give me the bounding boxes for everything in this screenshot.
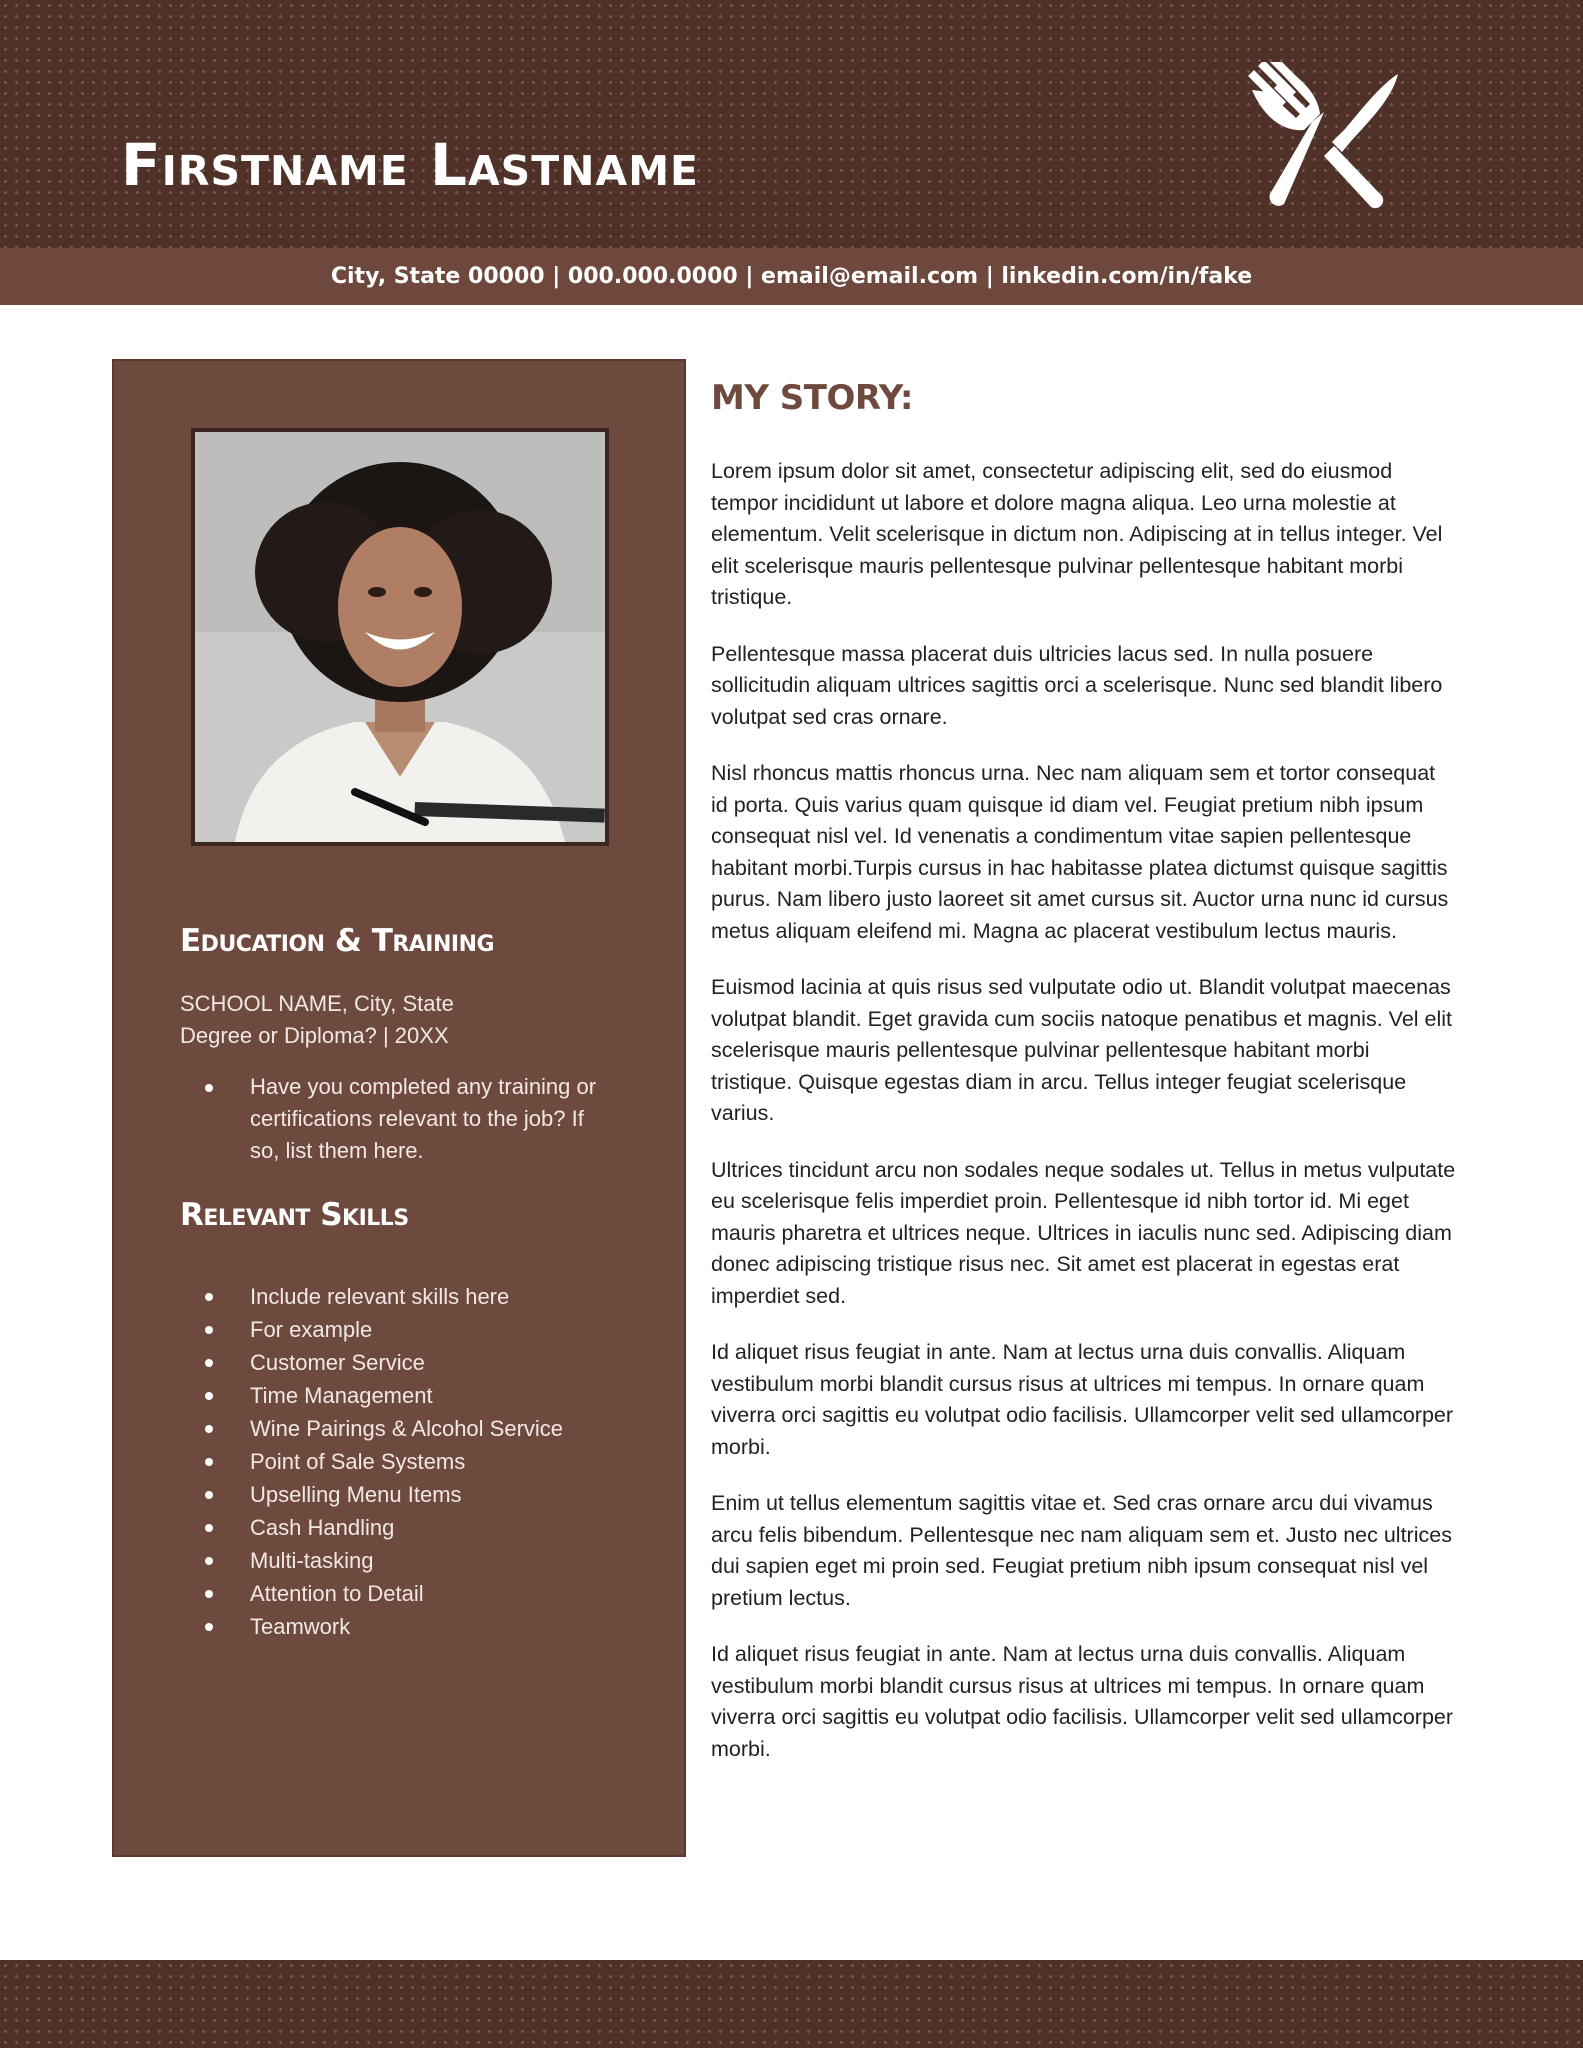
profile-photo <box>191 428 609 846</box>
story-paragraph: Id aliquet risus feugiat in ante. Nam at lectus urna duis convallis. Aliquam vestibulum morbi blandit cursus risus at ultrices mi tempus. In ornare quam viverra orci sagittis eu volutpat odio facilisis. Ullamcorper velit sed ullamcorper morbi. <box>711 1642 1454 1761</box>
story-paragraph: Euismod lacinia at quis risus sed vulputate odio ut. Blandit volutpat maecenas volutpat blandit. Eget gravida cum sociis natoque penatibus et magnis. Vel elit scelerisque mauris pellentesque pulvinar pellentesque habitant morbi tristique. Quisque egestas diam in arcu. Tellus integer feugiat scelerisque varius. <box>711 975 1453 1125</box>
training-list <box>180 1071 610 1167</box>
story-paragraph: Id aliquet risus feugiat in ante. Nam at lectus urna duis convallis. Aliquam vestibulum morbi blandit cursus risus at ultrices mi tempus. In ornare quam viverra orci sagittis eu volutpat odio facilisis. Ullamcorper velit sed ullamcorper morbi. <box>711 1340 1454 1459</box>
degree-line: Degree or Diploma? | 20XX <box>180 1023 449 1048</box>
list-item: Multi-tasking <box>180 1544 563 1577</box>
contact-info: City, State 00000 | 000.000.0000 | email@email.com | linkedin.com/in/fake <box>330 264 1253 289</box>
story-paragraph: Lorem ipsum dolor sit amet, consectetur adipiscing elit, sed do eiusmod tempor incididunt ut labore et dolore magna aliqua. Leo urna molestie at elementum. Velit scelerisque in dictum non. Adipiscing at in tellus integer. Vel elit scelerisque mauris pellentesque pulvinar pellentesque habitant morbi tristique. <box>711 459 1443 609</box>
sidebar-panel <box>112 359 686 1857</box>
list-item: Cash Handling <box>180 1511 563 1544</box>
footer-banner <box>0 1960 1583 2048</box>
skills-list <box>180 1280 563 1643</box>
skills-heading: Relevant Skills <box>180 1197 409 1233</box>
list-item: Point of Sale Systems <box>180 1445 563 1478</box>
list-item: Attention to Detail <box>180 1577 563 1610</box>
list-item: Customer Service <box>180 1346 563 1379</box>
story-paragraph: Pellentesque massa placerat duis ultricies lacus sed. In nulla posuere sollicitudin aliquam ultrices sagittis orci a scelerisque. Nunc sed blandit libero volutpat sed cras ornare. <box>711 641 1443 729</box>
list-item: Teamwork <box>180 1610 563 1643</box>
fork-knife-icon <box>1248 62 1408 222</box>
school-name: SCHOOL NAME, City, State <box>180 991 454 1016</box>
applicant-name: Firstname Lastname <box>121 131 700 199</box>
story-paragraph: Ultrices tincidunt arcu non sodales neque sodales ut. Tellus in metus vulputate eu scelerisque felis imperdiet proin. Pellentesque id nibh tortor id. Mi eget mauris pharetra et ultrices neque. Ultrices in iaculis nunc sed. Adipiscing diam donec adipiscing tristique risus nec. Sit amet est placerat in egestas erat imperdiet sed. <box>711 1157 1456 1308</box>
list-item: Have you completed any training or certifications relevant to the job? If so, list them here. <box>180 1071 610 1167</box>
list-item: Include relevant skills here <box>180 1280 563 1313</box>
story-body <box>711 456 1456 1790</box>
list-item: For example <box>180 1313 563 1346</box>
education-heading: Education & Training <box>180 923 495 959</box>
story-heading: MY STORY: <box>711 378 913 418</box>
story-paragraph: Enim ut tellus elementum sagittis vitae et. Sed cras ornare arcu dui vivamus arcu felis bibendum. Pellentesque nec nam aliquam sem et. Justo nec ultrices dui sapien eget mi proin sed. Feugiat pretium nibh ipsum consequat nisl vel pretium lectus. <box>711 1491 1452 1610</box>
list-item: Wine Pairings & Alcohol Service <box>180 1412 563 1445</box>
contact-bar <box>0 248 1583 305</box>
list-item: Time Management <box>180 1379 563 1412</box>
story-paragraph: Nisl rhoncus mattis rhoncus urna. Nec nam aliquam sem et tortor consequat id porta. Quis varius quam quisque id diam vel. Feugiat pretium nibh ipsum consequat nisl vel. Id venenatis a condimentum vitae sapien pellentesque habitant morbi.Turpis cursus in hac habitasse platea dictumst quisque sagittis purus. Nam libero justo laoreet sit amet cursus sit. Auctor urna nunc id cursus metus aliquam eleifend mi. Magna ac placerat vestibulum lectus mauris. <box>711 761 1449 943</box>
list-item: Upselling Menu Items <box>180 1478 563 1511</box>
header-banner <box>0 0 1583 248</box>
